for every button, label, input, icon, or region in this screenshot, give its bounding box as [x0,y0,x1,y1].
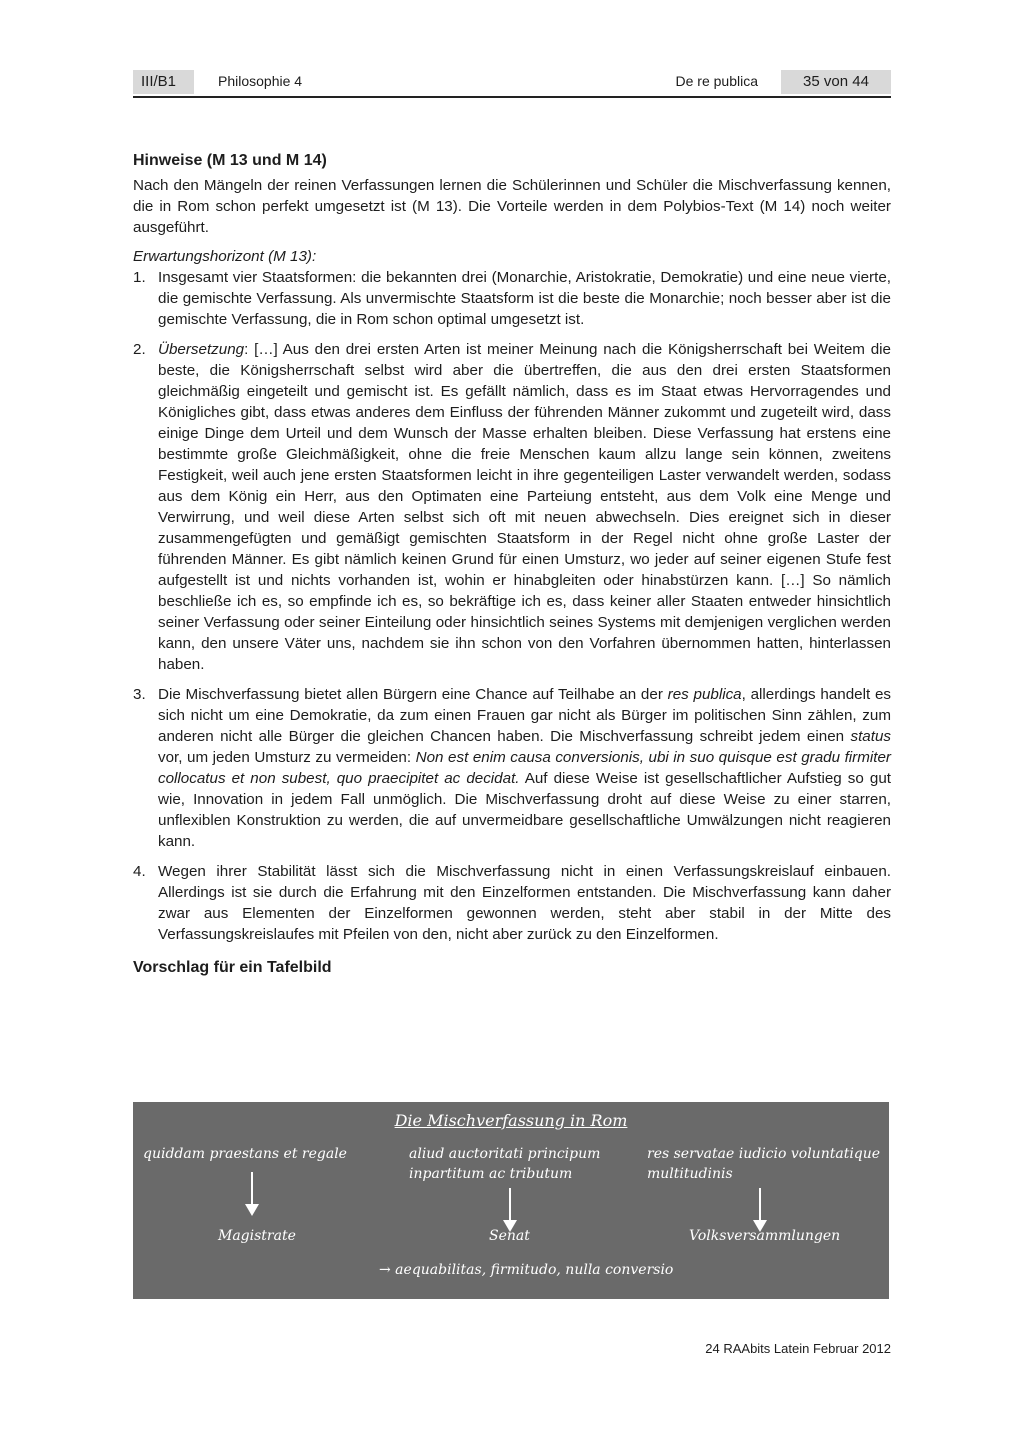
list-item [133,339,891,675]
arrow-down-icon [759,1188,761,1221]
item-text-b: res publica [667,686,742,703]
item-text-d: status [850,728,891,745]
magistrate-label: Magistrate [218,1228,296,1244]
topic-title: De re publica [675,73,758,89]
col1-top: quiddam praestans et regale [143,1146,347,1162]
section-label: III/B1 [133,70,194,94]
intro-paragraph: Nach den Mängeln der reinen Verfassungen lernen die Schülerinnen und Schüler die Mischverfassung kennen, die in Rom schon perfekt umgesetzt ist (M 13). Die Vorteile werden in dem Polybios-Text (M 14) noch weiter ausgeführt. [133,177,891,236]
list-item [133,267,891,330]
item-number: 1. [133,269,146,286]
item-text: : […] Aus den drei ersten Arten ist meiner Meinung nach die Königsherrschaft bei Weitem die beste, die Königsherrschaft selbst wird aber die übertreffen, die aus den drei ersten Staatsformen gleichmäßig eingeteilt und gemischt ist. Es gefällt nämlich, dass es im Staat etwas Hervorragendes und Königliches gibt, dass etwas anderes dem Einfluss der führenden Männer zukommt und zugeteilt wird, dass einige Dinge dem Urteil und dem Wunsch der Masse erhalten bleiben. Diese Verfassung hat erstens eine bestimmte große Gleichmäßigkeit, ohne die freie Menschen kaum allzu lange sein können, zweitens Festigkeit, weil auch jene ersten Staatsformen leicht in ihre gegenteiligen Laster verwandelt werden, sodass aus dem König ein Herr, aus den Optimaten eine Parteiung entsteht, aus dem Volk eine Menge und Verwirrung, und weil diese Arten selbst sich oft mit neuen abwechseln. Dies ereignet sich in dieser zusammengefügten und gemäßigt gemischten Staatsform in der Regel nicht ohne große Laster der führenden Männer. Es gibt nämlich keinen Grund für einen Umsturz, wo jeder auf seiner eigenen Stufe fest aufgestellt ist und nichts vorhanden ist, wohin er hinabgleiten oder hinabstürzen kann. […] So nämlich beschließe ich es, so empfinde ich es, so bekräftige ich es, dass keiner aller Staaten entweder hinsichtlich seiner Verfassung oder seiner Einteilung oder hinsichtlich seines Systems mit demjenigen verglichen werden kann, den unsere Väter uns, nachdem sie ihn schon von den Vorfahren übernommen hatten, hinterlassen haben. [158,341,891,673]
tafelbild-heading: Vorschlag für ein Tafelbild [133,959,332,976]
board-title: Die Mischverfassung in Rom [394,1111,628,1130]
volksversammlungen-label: Volksversammlungen [689,1228,841,1244]
senat-label: Senat [489,1228,530,1244]
item-lead: Übersetzung [158,341,245,358]
erwartungshorizont-label: Erwartungshorizont (M 13): [133,248,317,265]
main-content [133,150,891,978]
item-number: 4. [133,863,146,880]
col3-top: res servatae iudicio voluntatique multitudinis [647,1146,881,1182]
page-number: 35 von 44 [781,70,891,94]
series-title: Philosophie 4 [218,73,303,89]
item-number: 3. [133,686,146,703]
item-text-f: Non est enim causa conversionis, ubi in suo quisque est gradu firmiter collocatus et non subest, quo praecipitet ac decidat. [158,749,891,787]
page-header [133,70,891,98]
hinweise-heading: Hinweise (M 13 und M 14) [133,152,327,169]
item-text-a: Die Mischverfassung bietet allen Bürgern eine Chance auf Teilhabe an der [158,686,668,703]
item-number: 2. [133,341,146,358]
item-text-g: Auf diese Weise ist gesellschaftlicher Aufstieg so gut wie, Innovation in jedem Fall unmöglich. Die Mischverfassung droht auf diese Weise zu einer starren, unflexiblen Konstruktion zu werden, die auf unvermeidbare gesellschaftliche Umwälzungen nicht reagieren kann. [158,770,891,850]
list-item [133,861,891,945]
item-text-e: vor, um jeden Umsturz zu vermeiden: [158,749,416,766]
page-footer: 24 RAAbits Latein Februar 2012 [705,1341,891,1356]
col2-top: aliud auctoritati principum inpartitum ac tributum [409,1146,601,1182]
tafelbild-board [133,1102,889,1299]
item-text: Insgesamt vier Staatsformen: die bekannten drei (Monarchie, Aristokratie, Demokratie) und eine neue vierte, die gemischte Verfassung. Als unvermischte Staatsform ist die beste die Monarchie; noch besser aber ist die gemischte Verfassung, die in Rom schon optimal umgesetzt ist. [158,269,891,328]
item-text-c: , allerdings handelt es sich nicht um eine Demokratie, da zum einen Frauen gar nicht als Bürger im politischen Sinn zählen, zum anderen nicht alle Bürger die gleichen Chancen haben. Die Mischverfassung schreibt jedem einen [158,686,891,745]
arrow-down-icon [251,1172,253,1205]
item-text: Wegen ihrer Stabilität lässt sich die Mischverfassung nicht in einen Verfassungskreislauf einbauen. Allerdings ist sie durch die Erfahrung mit den Einzelformen entstanden. Die Mischverfassung kann daher zwar aus Elementen der Einzelformen gewonnen werden, steht aber stabil in der Mitte des Verfassungskreislaufes mit Pfeilen von den, nicht aber zurück zu den Einzelformen. [158,863,891,943]
result-line: → aequabilitas, firmitudo, nulla conversio [379,1262,674,1278]
list-item [133,684,891,852]
arrow-down-icon [509,1188,511,1221]
answer-list [133,267,891,945]
